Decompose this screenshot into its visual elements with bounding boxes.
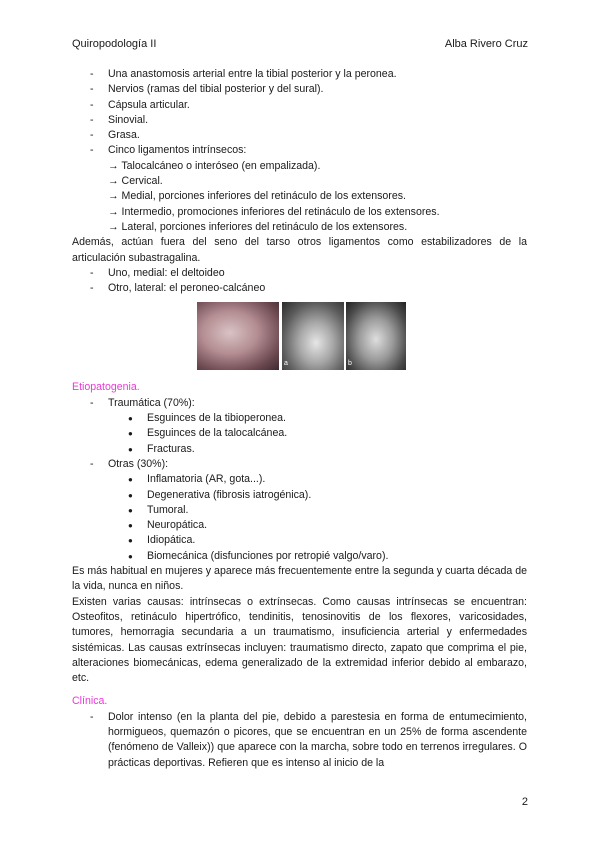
- bullet-item: ● Biomecánica (disfunciones por retropié valgo/varo).: [128, 549, 389, 562]
- bullet-item: ● Idiopática.: [128, 534, 196, 547]
- ligament-item: → Medial, porciones inferiores del retináculo de los extensores.: [108, 190, 406, 203]
- header-author: Alba Rivero Cruz: [444, 38, 528, 50]
- list-item: - Traumática (70%):: [90, 396, 195, 409]
- bullet-item: ● Esguinces de la talocalcánea.: [128, 427, 288, 440]
- bullet-item: ● Tumoral.: [128, 503, 189, 516]
- list-item: - Sinovial.: [90, 113, 149, 126]
- section-title-etiopatogenia: Etiopatogenia.: [72, 381, 140, 394]
- ligament-item: → Lateral, porciones inferiores del retináculo de los extensores.: [108, 220, 408, 233]
- list-item: - Grasa.: [90, 129, 140, 142]
- list-item: - Una anastomosis arterial entre la tibial posterior y la peronea.: [90, 68, 397, 80]
- page-content: [72, 67, 527, 771]
- list-item: - Cinco ligamentos intrínsecos:: [90, 144, 247, 157]
- paragraph-incidence: Es más habitual en mujeres y aparece más frecuentemente entre la segunda y cuarta década de la vida, nunca en niños.: [72, 565, 527, 593]
- list-item: - Uno, medial: el deltoideo: [90, 266, 225, 279]
- bullet-item: ● Neuropática.: [128, 519, 208, 532]
- list-item: - Cápsula articular.: [90, 98, 190, 111]
- list-item: - Otro, lateral: el peroneo-calcáneo: [90, 282, 266, 295]
- ligament-item: → Cervical.: [108, 175, 163, 188]
- bullet-item: ● Esguinces de la tibioperonea.: [128, 412, 286, 425]
- figure-row: [72, 302, 527, 370]
- paragraph-causes: Existen varias causas: intrínsecas o extrínsecas. Como causas intrínsecas se encuentran: Osteofitos, retináculo hipertrófico, tendinitis, tenosinovitis de los flexores, varicosidades, tumores, hemorragia secundaria a un traumatismo, insuficiencia arterial y enfermedades sistémicas. Las causas extrínsecas incluyen: traumatismo directo, zapato que comprima el pie, alteraciones biomecánicas, edema generalizado de la extremidad inferior debido al embarazo, etc.: [72, 595, 527, 685]
- header-course: Quiropodología II: [72, 38, 157, 50]
- bullet-item: ● Fracturas.: [128, 442, 195, 455]
- ligament-item: → Talocalcáneo o interóseo (en empalizada).: [108, 159, 321, 172]
- xray-image-b: b: [346, 302, 406, 370]
- page-number: 2: [521, 796, 528, 808]
- anatomy-photo: [197, 302, 279, 370]
- paragraph-ademas: Además, actúan fuera del seno del tarso otros ligamentos como estabilizadores de la articulación subastragalina.: [72, 236, 527, 264]
- bullet-item: ● Degenerativa (fibrosis iatrogénica).: [128, 488, 312, 501]
- list-item: - Nervios (ramas del tibial posterior y del sural).: [90, 83, 324, 96]
- section-title-clinica: Clínica.: [72, 695, 108, 708]
- ligament-item: → Intermedio, promociones inferiores del retináculo de los extensores.: [108, 205, 440, 218]
- list-item: - Dolor intenso (en la planta del pie, debido a parestesia en forma de entumecimiento, hormigueos, quemazón o picores, que se encuentran en un 25% de forma ascendente (fenómeno de Valleix)) que aparece con la marcha, sobre todo en terrenos irregulares. O prácticas deportivas. Refieren que es intenso al inicio de la: [90, 710, 527, 769]
- xray-image-a: a: [282, 302, 344, 370]
- bullet-item: ● Inflamatoria (AR, gota...).: [128, 473, 266, 486]
- list-item: - Otras (30%):: [90, 457, 169, 470]
